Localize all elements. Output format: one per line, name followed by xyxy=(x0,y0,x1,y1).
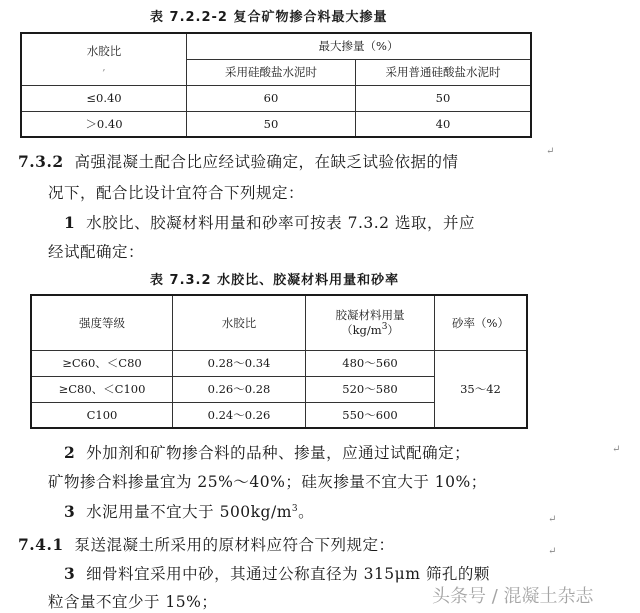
header-max-dosage: 最大掺量（%） xyxy=(187,33,532,59)
sand-ratio-cell: 35～42 xyxy=(435,350,528,428)
binder-cell: 480～560 xyxy=(306,350,435,376)
mineral-admixture-table xyxy=(20,32,532,138)
mix-proportion-table xyxy=(30,294,528,429)
clause-7-4-1-item-3-line-2: 粒含量不宜少于 15%； xyxy=(48,593,218,611)
clause-7-3-2-line-1: 7.3.2 高强混凝土配合比应经试验确定，在缺乏试验依据的情 xyxy=(18,152,459,171)
ratio-cell: ＞0.40 xyxy=(21,111,187,137)
ratio-cell: ≤0.40 xyxy=(21,85,187,111)
return-mark: ↵ xyxy=(546,146,555,157)
table-row xyxy=(21,85,531,111)
return-mark: ↵ xyxy=(612,444,621,455)
header-water-binder-ratio: 水胶比 xyxy=(173,295,306,350)
item-1-line-2: 经试配确定： xyxy=(48,243,145,261)
header-water-binder-ratio: 水胶比 , xyxy=(21,33,187,85)
item-2-line-1: 2 外加剂和矿物掺合料的品种、掺量，应通过试配确定； xyxy=(64,443,471,462)
ratio-cell: 0.26～0.28 xyxy=(173,376,306,402)
item-3-line: 3 水泥用量不宜大于 $500kg/m^3$。 xyxy=(64,502,315,521)
silicate-cell: 60 xyxy=(187,85,356,111)
grade-cell: ≥C80、＜C100 xyxy=(31,376,173,402)
header-sand-ratio: 砂率（%） xyxy=(435,295,528,350)
grade-cell: C100 xyxy=(31,402,173,428)
item-1-line-1: 1 水胶比、胶凝材料用量和砂率可按表 7.3.2 选取，并应 xyxy=(64,213,475,232)
header-ordinary-silicate-cement: 采用普通硅酸盐水泥时 xyxy=(356,59,532,85)
header-binder-amount: 胶凝材料用量 $(kg/m^3)$ xyxy=(306,295,435,350)
clause-7-3-2-line-2: 况下，配合比设计宜符合下列规定： xyxy=(48,184,305,202)
ordinary-cell: 50 xyxy=(356,85,532,111)
ordinary-cell: 40 xyxy=(356,111,532,137)
binder-cell: 550～600 xyxy=(306,402,435,428)
grade-cell: ≥C60、＜C80 xyxy=(31,350,173,376)
item-2-line-2: 矿物掺合料掺量宜为 25%～40%；硅灰掺量不宜大于 10%； xyxy=(48,473,487,491)
table-row xyxy=(21,111,531,137)
header-strength-grade: 强度等级 xyxy=(31,295,173,350)
table-caption-7-3-2: 表 7.3.2 水胶比、胶凝材料用量和砂率 xyxy=(150,273,400,288)
binder-cell: 520～580 xyxy=(306,376,435,402)
ratio-cell: 0.28～0.34 xyxy=(173,350,306,376)
clause-7-4-1: 7.4.1 泵送混凝土所采用的原材料应符合下列规定： xyxy=(18,535,395,554)
watermark: 头条号 / 混凝土杂志 xyxy=(432,586,594,607)
table-row xyxy=(31,350,527,376)
header-silicate-cement: 采用硅酸盐水泥时 xyxy=(187,59,356,85)
return-mark: ↵ xyxy=(548,546,557,557)
clause-7-4-1-item-3-line-1: 3 细骨料宜采用中砂，其通过公称直径为 315μm 筛孔的颗 xyxy=(64,564,490,583)
table-caption-7-2-2-2: 表 7.2.2-2 复合矿物掺合料最大掺量 xyxy=(150,10,388,25)
return-mark: ↵ xyxy=(548,514,557,525)
ratio-cell: 0.24～0.26 xyxy=(173,402,306,428)
silicate-cell: 50 xyxy=(187,111,356,137)
